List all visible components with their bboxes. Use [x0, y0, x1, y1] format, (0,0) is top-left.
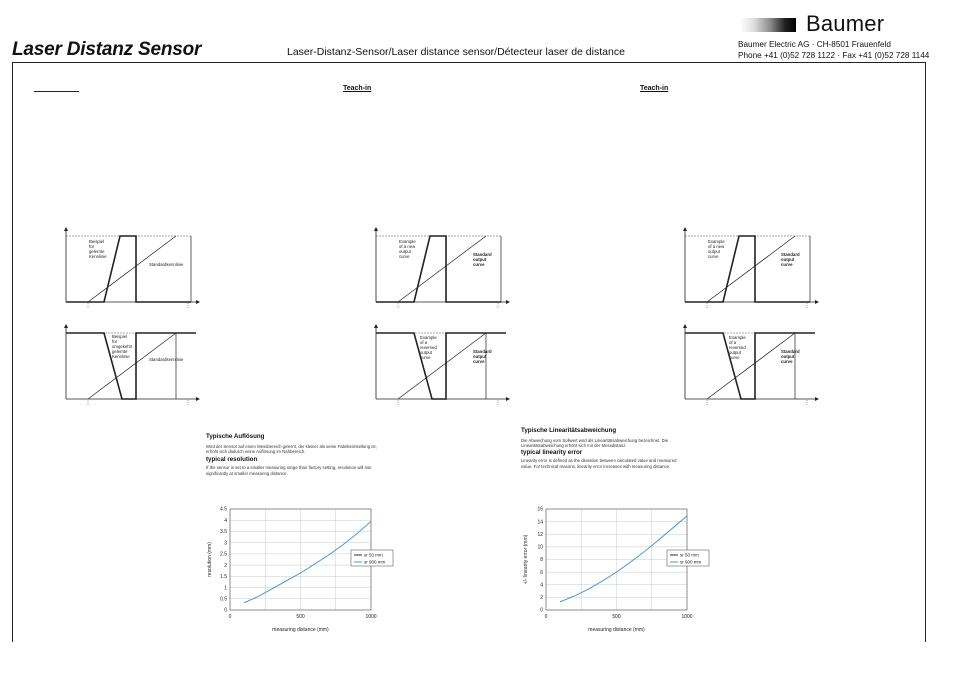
- diagram-right-bottom-example-label: Example of a reversed output curve: [729, 335, 746, 360]
- diagram-right-bottom-taught-curve: [685, 333, 815, 399]
- resolution-chart-ytick-label: 3: [224, 540, 227, 547]
- linearity-chart-legend-label: sr 50 mm: [680, 552, 699, 558]
- diagram-mid-bottom-example-label: Example of a reversed output curve: [420, 335, 437, 360]
- diagram-left-top-x-axis-arrow: [196, 300, 200, 304]
- linearity-chart-legend-label: sr 900 mm: [680, 559, 702, 565]
- resolution-chart: [196, 500, 416, 640]
- diagram-right-bottom-standard-label: Standard output curve: [781, 349, 800, 364]
- resolution-heading-en: typical resolution: [206, 456, 258, 464]
- linearity-section: [521, 427, 681, 469]
- diagram-left-bottom-y-axis-arrow: [64, 324, 68, 328]
- company-address: Baumer Electric AG · CH-8501 Frauenfeld: [738, 40, 891, 49]
- diagram-mid-top-x-axis-arrow: [506, 300, 510, 304]
- diagram-left-bottom-example-label: Beispiel für umgekehrt gelernte Kennlinie: [112, 334, 133, 359]
- linearity-chart-ytick-label: 12: [537, 531, 543, 538]
- resolution-chart-ytick-label: 2.5: [220, 551, 227, 558]
- diagram-mid-bottom-standard-curve: [398, 333, 486, 399]
- diagram-right-bottom-y-axis-arrow: [683, 324, 687, 328]
- diagram-left-bottom-standard-label: Standardkennlinie: [149, 357, 184, 362]
- linearity-chart-ytick-label: 16: [537, 506, 543, 513]
- diagram-mid-bottom-standard-label: Standard output curve: [473, 349, 492, 364]
- resolution-chart-ytick-label: 0: [224, 607, 227, 614]
- linearity-chart-xtick-label: 0: [544, 614, 548, 620]
- diagram-right-top-example-label: Example of a new output curve: [708, 239, 725, 259]
- linearity-chart: [512, 500, 732, 640]
- diagram-mid-top-taught-curve: [376, 236, 501, 302]
- linearity-heading-en: typical linearity error: [521, 449, 583, 457]
- diagram-right-bottom-x-axis-arrow: [815, 397, 819, 401]
- diagram-right-top-taught-curve: [685, 236, 810, 302]
- resolution-chart-legend-label: sr 900 mm: [364, 559, 386, 565]
- linearity-chart-ytick-label: 2: [540, 595, 543, 602]
- resolution-section: [206, 433, 381, 476]
- linearity-chart-xlabel: measuring distance (mm): [588, 627, 645, 633]
- linearity-text-de: Die Abweichung vom Sollwert wird als Linearitätsabweichung bezeichnet. Die Linearitätsabweichung erhöht sich mit der Messdistanz.: [521, 438, 669, 449]
- linearity-heading-de: Typische Linearitätsabweichung: [521, 427, 617, 434]
- diagram-mid-top-example-label: Example of a new output curve: [399, 239, 416, 259]
- diagram-left-top-y-axis-arrow: [64, 227, 68, 231]
- resolution-chart-ytick-label: 3.5: [220, 529, 227, 536]
- resolution-text-en: If the sensor is set to a smaller measuring range than factory setting, resolution will rise significantly at smaller measuring distance.: [206, 465, 372, 476]
- diagram-left-top-taught-curve: [66, 236, 191, 302]
- diagram-mid-top-standard-label: Standard output curve: [473, 252, 492, 267]
- resolution-chart-xlabel: measuring distance (mm): [272, 627, 329, 633]
- resolution-chart-ytick-label: 4.5: [220, 506, 227, 513]
- diagram-left-bottom-x-axis-arrow: [196, 397, 200, 401]
- resolution-text-de: Wird der Sensor auf einen Messbereich gelernt, der kleiner als seine Fabrikeinstellung ist, erhöht sich dadurch seine Auflösung im Nahbereich.: [206, 444, 377, 455]
- document-title: Laser Distanz Sensor: [12, 39, 202, 60]
- diagram-mid-bottom-y-axis-arrow: [374, 324, 378, 328]
- diagram-right-top-x-axis-arrow: [815, 300, 819, 304]
- linearity-chart-ytick-label: 0: [540, 607, 543, 614]
- resolution-chart-xtick-label: 0: [228, 614, 232, 620]
- linearity-chart-ytick-label: 14: [537, 519, 543, 526]
- resolution-chart-ytick-label: 0.5: [220, 596, 227, 603]
- linearity-chart-ytick-label: 8: [540, 557, 543, 564]
- resolution-chart-ylabel: resolution (mm): [207, 542, 213, 577]
- linearity-text-en: Linearity error is defined as the deviation between calculated value and measured value. For technical reasons, linearity error increases with measuring distance.: [521, 458, 677, 469]
- linearity-chart-ylabel: +/- linearity error (mm): [523, 534, 529, 585]
- diagram-mid-bottom-x-axis-arrow: [506, 397, 510, 401]
- diagram-left-top-example-label: Beispiel für gelernte Kennlinie: [89, 239, 107, 259]
- middle-column-heading: Teach-in: [343, 85, 372, 92]
- resolution-heading-de: Typische Auflösung: [206, 433, 265, 440]
- diagram-mid-bottom-taught-curve: [376, 333, 506, 399]
- diagram-left-top-standard-label: Standardkennlinie: [149, 262, 184, 267]
- right-column-heading: Teach-in: [640, 85, 669, 92]
- resolution-chart-ytick-label: 4: [224, 517, 227, 524]
- linearity-chart-xtick-label: 1000: [681, 614, 693, 620]
- resolution-chart-ytick-label: 1: [224, 585, 227, 592]
- diagram-right-top-y-axis-arrow: [683, 227, 687, 231]
- diagram-mid-top-y-axis-arrow: [374, 227, 378, 231]
- diagram-right-top-standard-label: Standard output curve: [781, 252, 800, 267]
- linearity-chart-ytick-label: 10: [537, 544, 543, 551]
- linearity-chart-xtick-label: 500: [612, 614, 621, 620]
- resolution-chart-ytick-label: 1.5: [220, 574, 227, 581]
- resolution-chart-legend-label: sr 50 mm: [364, 552, 383, 558]
- resolution-chart-xtick-label: 1000: [365, 614, 377, 620]
- document-subtitle: Laser-Distanz-Sensor/Laser distance sensor/Détecteur laser de distance: [287, 46, 625, 58]
- diagram-right-bottom-standard-curve: [707, 333, 795, 399]
- resolution-chart-xtick-label: 500: [296, 614, 305, 620]
- company-contact: Phone +41 (0)52 728 1122 · Fax +41 (0)52 728 1144: [738, 51, 930, 60]
- linearity-chart-ytick-label: 6: [540, 569, 543, 576]
- linearity-chart-ytick-label: 4: [540, 582, 543, 589]
- resolution-chart-ytick-label: 2: [224, 562, 227, 569]
- baumer-logo: Baumer: [806, 11, 885, 36]
